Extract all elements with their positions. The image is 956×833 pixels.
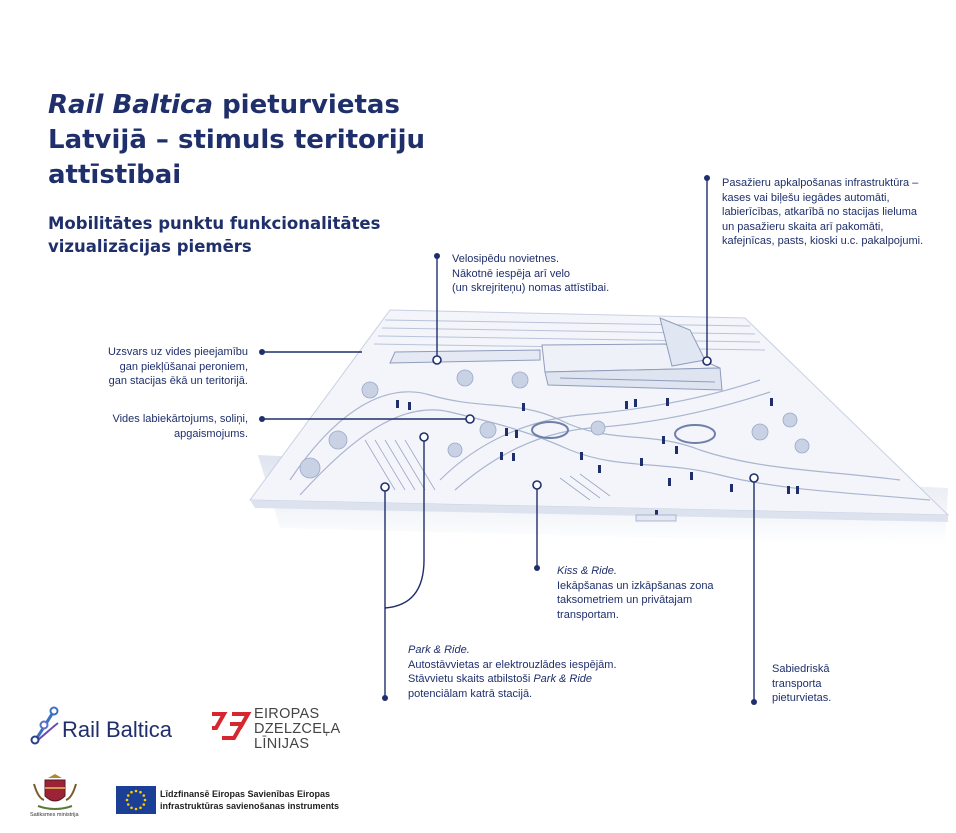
eu-stars-icon [116,786,156,814]
platform-base [250,310,948,515]
subtitle-line2: vizualizācijas piemērs [48,237,252,256]
edzl-logo-line: DZELZCEĻA [254,721,341,737]
rail-baltica-logo-icon [28,703,64,749]
annotation-line: apgaismojums. [174,427,248,440]
rail-baltica-logo-text: Rail Baltica [62,717,173,742]
annotation-line: Vides labiekārtojums, soliņi, [112,413,248,425]
annotation-kiss-ride [557,564,714,622]
annotation-line: (un skrejriteņu) nomas attīstībai. [452,282,610,294]
annotation-accessibility [60,345,248,389]
ministry-crest [26,770,96,820]
annotation-line: Sabiedriskā [772,663,830,675]
title-line3: attīstībai [48,160,182,190]
annotation-infrastructure [722,176,923,249]
edzl-logo-text [254,707,341,752]
annotation-public-transport [772,662,831,706]
annotation-line: Autostāvvietas ar elektrouzlādes iespējām. [408,658,617,671]
annotation-line: gan piekļūšanai peroniem, [119,360,248,373]
annotation-line: un pasažieru skaita arī pakomāti, [722,220,884,233]
eu-funding-line: Līdzfinansē Eiropas Savienības Eiropas [160,789,331,799]
edzl-logo-line: LĪNIJAS [254,736,310,752]
eu-funding-line: infrastruktūras savienošanas instruments [160,801,340,811]
annotation-line: kafejnīcas, pasts, kioski u.c. pakalpojumi. [722,235,924,247]
annotation-line: Iekāpšanas un izkāpšanas zona [557,579,714,592]
annotation-italic: Park & Ride [533,673,593,685]
eu-flag [116,786,156,814]
annotation-amenities [60,412,248,441]
bus-stop-shelter [636,515,676,521]
annotation-line: Nākotnē iespēja arī velo [452,267,571,280]
edzl-logo [208,706,358,756]
annotation-line: kases vai biļešu iegādes automāti, [722,191,890,204]
coat-of-arms-icon [30,770,80,812]
annotation-line: taksometriem un privātajam [557,594,693,606]
title-line2: Latvijā – stimuls teritoriju [48,125,426,155]
annotation-line: Stāvvietu skaits atbilstoši [408,673,534,685]
annotation-line: gan stacijas ēkā un teritorijā. [108,375,248,387]
rail-baltica-logo [28,703,188,753]
annotation-line: Velosipēdu novietnes. [452,253,560,265]
annotation-line: potenciālam katrā stacijā. [408,687,533,700]
eu-funding-text [160,788,339,812]
annotation-title: Park & Ride. [408,644,470,656]
ministry-caption: Satiksmes ministrija [30,812,79,818]
annotation-line: transportam. [557,608,619,621]
subtitle-line1: Mobilitātes punktu funkcionalitātes [48,214,381,233]
annotation-title: Kiss & Ride. [557,565,617,577]
edzl-logo-line: EIROPAS [254,706,320,722]
edzl-logo-icon [208,708,252,744]
annotation-park-ride [408,643,617,701]
title-line1-rest: pieturvietas [213,90,400,120]
annotation-bicycle [452,252,609,296]
title-italic: Rail Baltica [48,90,214,120]
annotation-line: transporta [772,677,822,690]
annotation-line: labierīcības, atkarībā no stacijas lieluma [722,206,918,218]
annotation-line: pieturvietas. [772,692,832,704]
annotation-line: Pasažieru apkalpošanas infrastruktūra – [722,177,919,189]
annotation-line: Uzsvars uz vides pieejamību [107,346,248,358]
